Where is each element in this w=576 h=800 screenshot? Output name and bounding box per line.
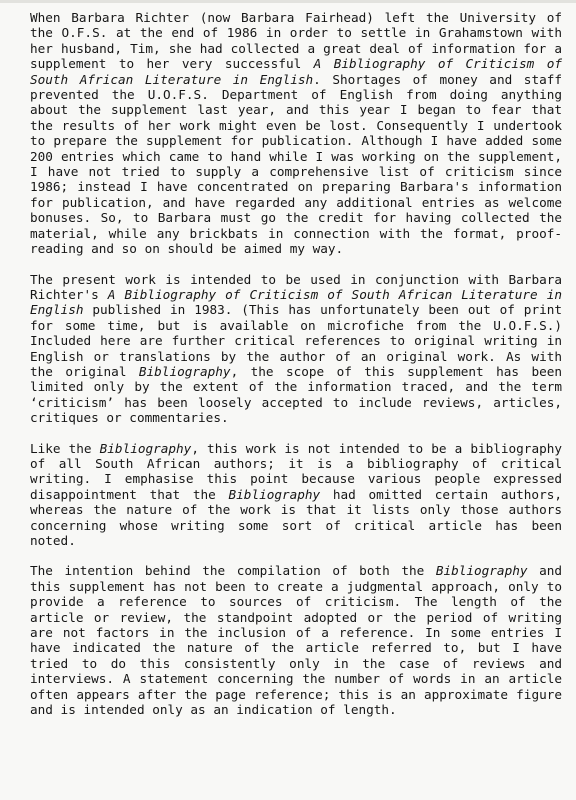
text-run: , the scope of this supplement has been limited only by the extent of the information traced, and the term ‘criticism’ has been loosely accepted to include reviews, articles, critiques or commentaries. <box>30 363 562 426</box>
text-run: , this work is not intended to be a bibliography of all South African authors; it is a bibliography of critical writing. I emphasise this point because various people expressed disappointment that the <box>30 440 563 502</box>
text-run: The present work is intended to be used in conjunction with Barbara Richter's <box>30 271 562 302</box>
book-title-short: Bibliography <box>228 486 321 502</box>
paragraph-1 <box>30 10 562 257</box>
book-title-short: Bibliography <box>435 563 528 579</box>
text-run: . Shortages of money and staff prevented the U.O.F.S. Department of English from doing anything about the supplement last year, and this year I began to fear that the results of her work might even be lost. Consequently I undertook to prepare the supplement for publication. Although I have added some 200 entries which came to hand while I was working on the supplement, I have not tried to supply a comprehensive list of criticism since 1986; instead I have concentrated on preparing Barbara's information for publication, and have regarded any additional entries as welcome bonuses. So, to Barbara must go the credit for having collected the material, while any brickbats in connection with the format, proof-reading and so on should be aimed my way. <box>30 71 562 257</box>
paragraph-3 <box>30 441 562 549</box>
text-run: had omitted certain authors, whereas the nature of the work is that it lists only those authors concerning whose writing some sort of critical article has been noted. <box>30 486 562 548</box>
text-run: When Barbara Richter (now Barbara Fairhead) left the University of the O.F.S. at the end of 1986 in order to settle in Grahamstown with her husband, Tim, she had collected a great deal of information for a supplement to her very successful <box>30 10 562 72</box>
book-title-short: Bibliography <box>138 363 231 379</box>
book-title: A Bibliography of Criticism of South African Literature in English <box>30 56 562 87</box>
text-run: The intention behind the compilation of both the <box>30 563 436 579</box>
text-run: published in 1983. (This has unfortunately been out of print for some time, but is available on microfiche from the U.O.F.S.) Included here are further critical references to original writing in English or translations by the author of an original work. As with the original <box>30 302 562 379</box>
text-run: and this supplement has not been to create a judgmental approach, only to provide a reference to sources of criticism. The length of the article or review, the standpoint adopted or the period of writing are not factors in the inclusion of a reference. In some entries I have indicated the nature of the article referred to, but I have tried to do this consistently only in the case of reviews and interviews. A statement concerning the number of words in an article often appears after the page reference; this is an approximate figure and is intended only as an indication of length. <box>30 563 562 718</box>
text-run: Like the <box>30 440 100 456</box>
page-top-edge <box>0 0 576 3</box>
book-title: A Bibliography of Criticism of South African Literature in English <box>30 286 562 318</box>
paragraph-2 <box>30 272 562 426</box>
book-title-short: Bibliography <box>99 440 192 456</box>
paragraph-4 <box>30 563 562 717</box>
